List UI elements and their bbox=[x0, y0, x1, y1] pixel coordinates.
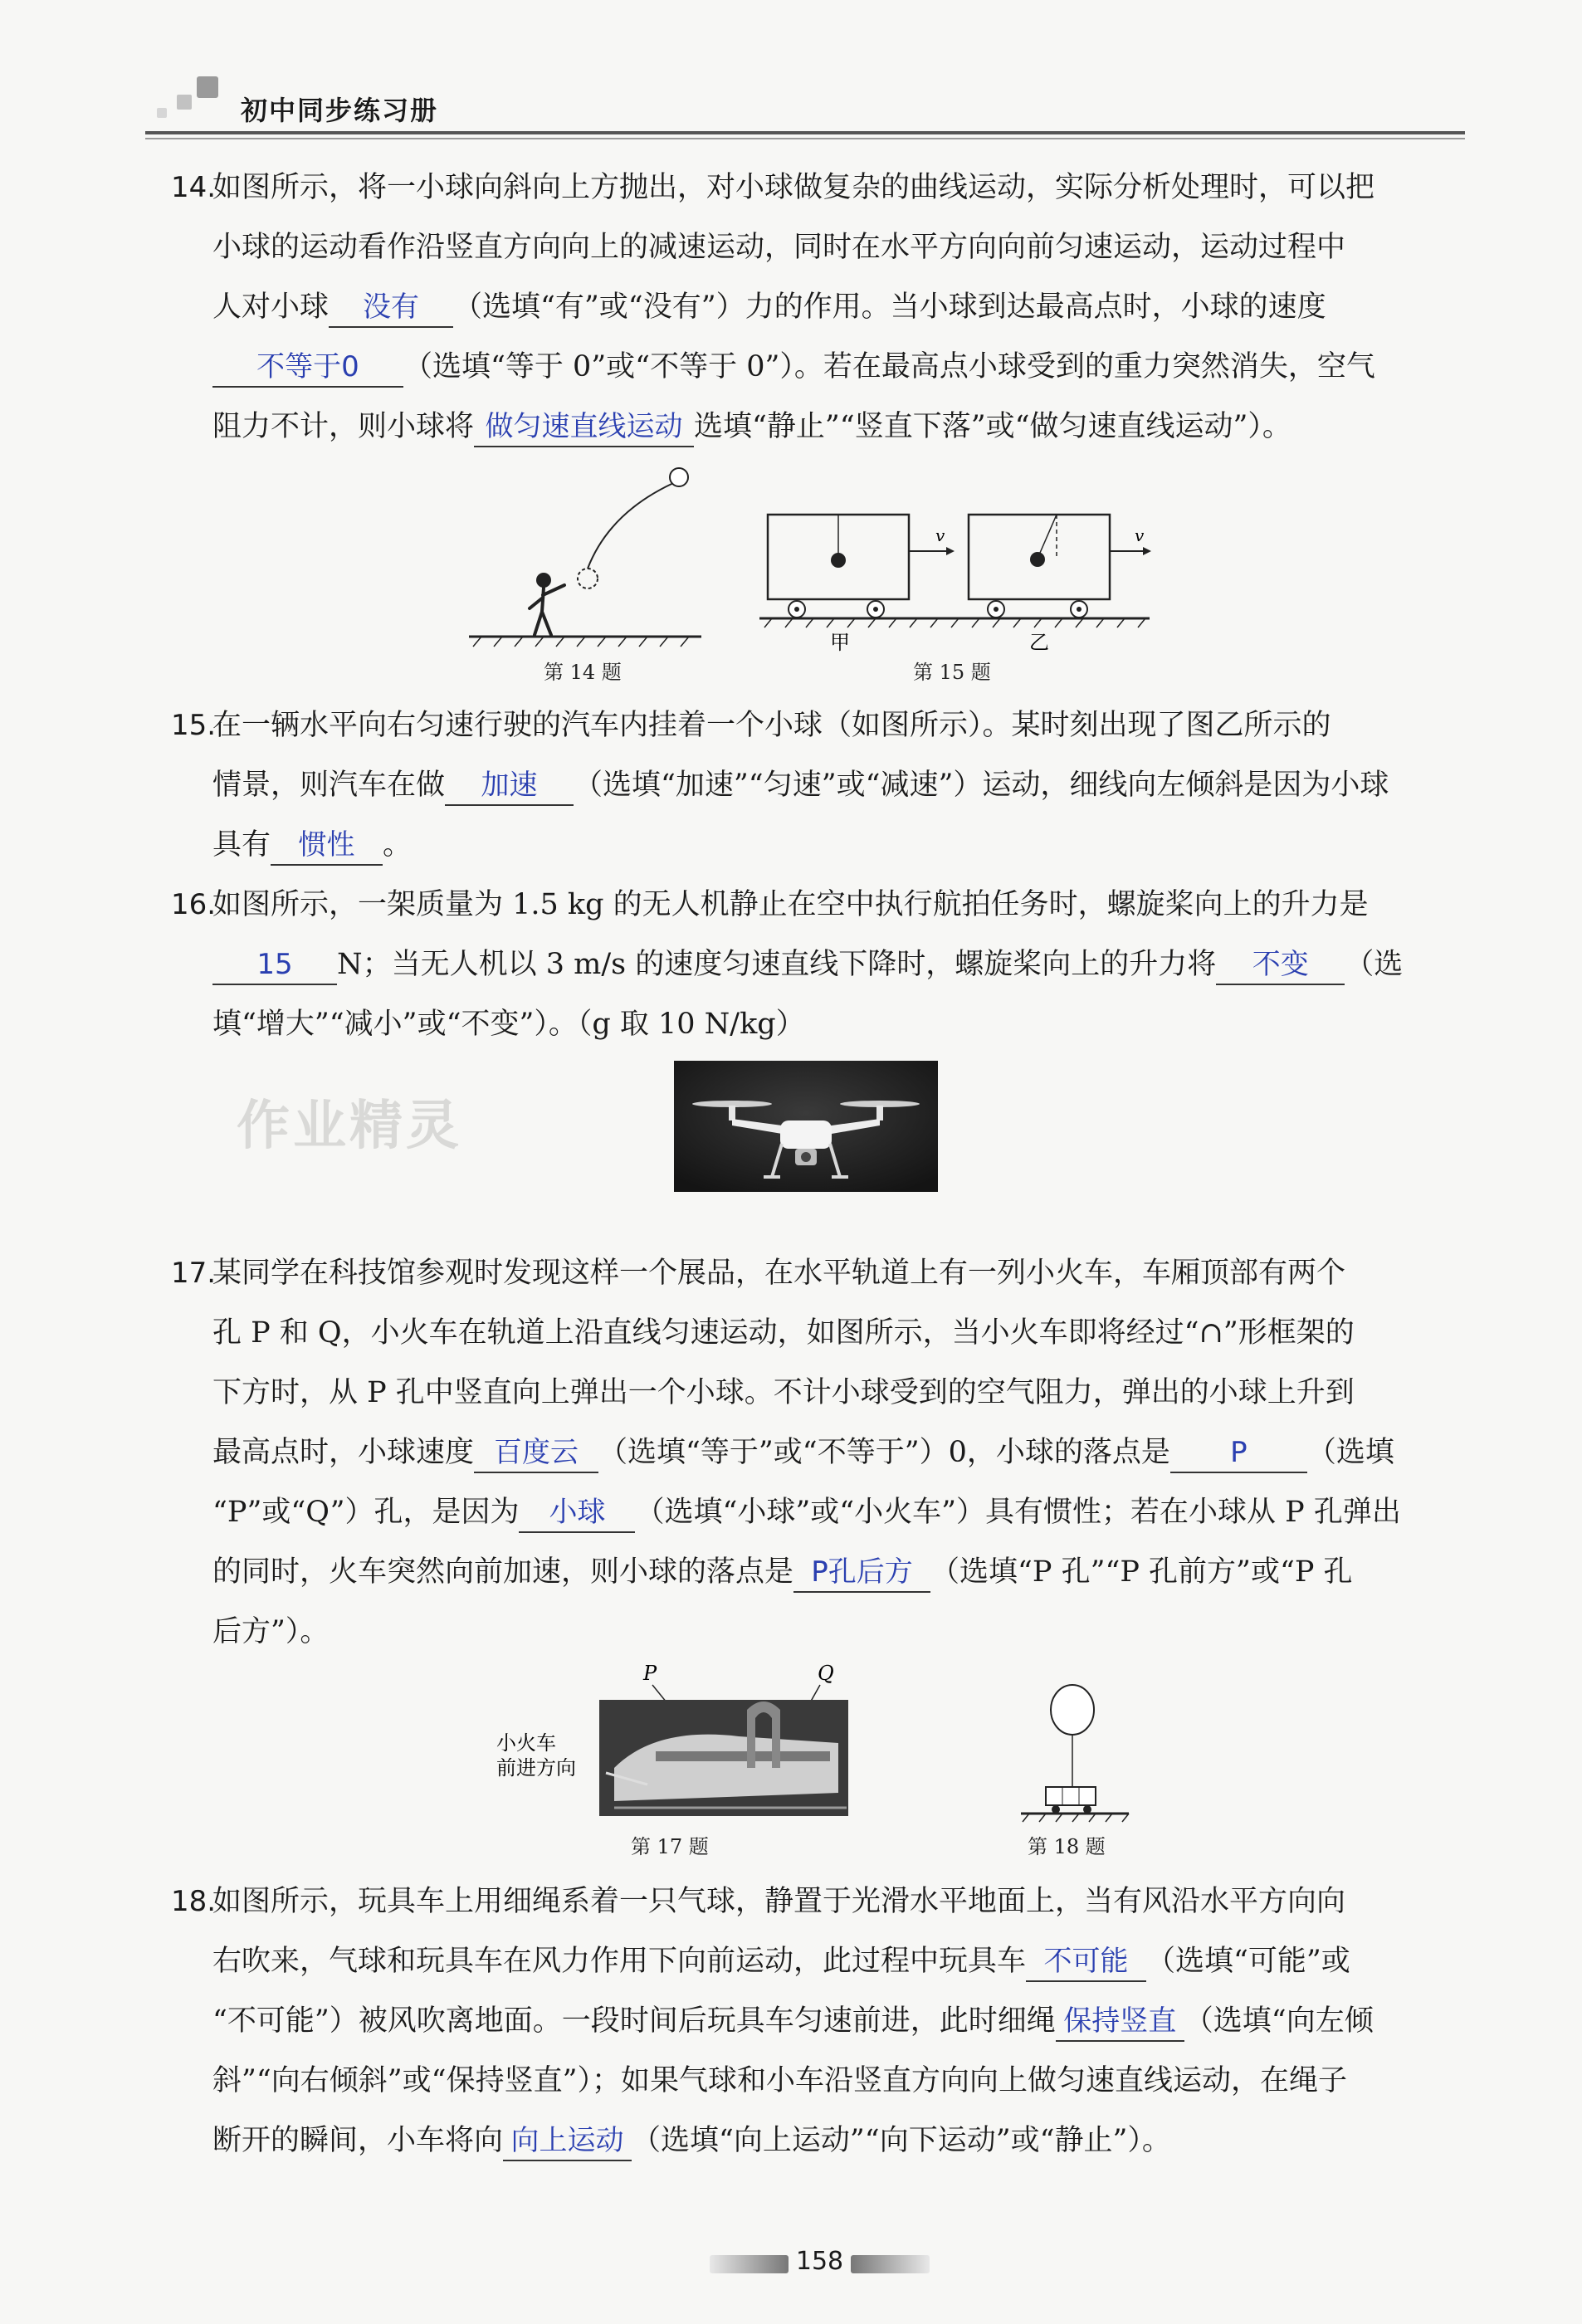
page-header bbox=[145, 66, 1465, 141]
question-18 bbox=[171, 1872, 1474, 2170]
question-text: “不可能”）被风吹离地面。一段时间后玩具车匀速前进，此时细绳 保持竖直 （选填“向左倾 bbox=[212, 1991, 1474, 2051]
question-number: 15. bbox=[171, 709, 217, 742]
answer-blank: 保持竖直 bbox=[1056, 2002, 1184, 2042]
figure-15-carts bbox=[759, 506, 1158, 656]
question-text: 不等于0 （选填“等于 0”或“不等于 0”）。若在最高点小球受到的重力突然消失，空气 bbox=[212, 337, 1474, 397]
answer-blank: 加速 bbox=[445, 766, 574, 806]
answer-blank: 惯性 bbox=[271, 826, 383, 866]
question-number: 17. bbox=[171, 1257, 217, 1290]
velocity-label: v bbox=[935, 525, 945, 545]
question-text: 某同学在科技馆参观时发现这样一个展品，在水平轨道上有一列小火车，车厢顶部有两个 bbox=[212, 1257, 1346, 1290]
header-decoration bbox=[197, 76, 218, 98]
question-text: 断开的瞬间，小车将向 向上运动 （选填“向上运动”“向下运动”或“静止”）。 bbox=[212, 2111, 1474, 2170]
answer-blank: 小球 bbox=[519, 1493, 635, 1533]
velocity-label: v bbox=[1135, 525, 1145, 545]
question-text: 情景，则汽车在做 加速 （选填“加速”“匀速”或“减速”）运动，细线向左倾斜是因为小球 bbox=[212, 755, 1474, 815]
question-text: 下方时，从 P 孔中竖直向上弹出一个小球。不计小球受到的空气阻力，弹出的小球上升到 bbox=[212, 1376, 1355, 1409]
question-text: 后方”）。 bbox=[212, 1615, 330, 1648]
page-number: 158 bbox=[795, 2247, 844, 2276]
footer-decoration bbox=[851, 2255, 930, 2273]
question-15 bbox=[171, 696, 1474, 875]
watermark: 作业精灵 bbox=[237, 1096, 462, 1157]
figure-17-train bbox=[490, 1660, 855, 1826]
question-text: 具有 惯性 。 bbox=[212, 815, 1474, 875]
header-decoration bbox=[177, 95, 192, 110]
question-text: 在一辆水平向右匀速行驶的汽车内挂着一个小球（如图所示）。某时刻出现了图乙所示的 bbox=[212, 709, 1331, 742]
figure-caption: 第 14 题 bbox=[544, 661, 622, 684]
figure-caption: 第 17 题 bbox=[631, 1835, 709, 1858]
header-rule bbox=[145, 131, 1465, 134]
header-rule bbox=[145, 138, 1465, 139]
footer-decoration bbox=[710, 2255, 789, 2273]
direction-label: 小火车 bbox=[496, 1731, 556, 1755]
question-text: 如图所示，将一小球向斜向上方抛出，对小球做复杂的曲线运动，实际分析处理时，可以把 bbox=[212, 171, 1375, 204]
figure-14-thrower bbox=[465, 461, 714, 652]
question-17 bbox=[171, 1243, 1474, 1662]
question-text: 的同时，火车突然向前加速，则小球的落点是 P孔后方 （选填“P 孔”“P 孔前方”或“P 孔 bbox=[212, 1542, 1474, 1602]
question-text: 小球的运动看作沿竖直方向向上的减速运动，同时在水平方向向前匀速运动，运动过程中 bbox=[212, 231, 1346, 264]
question-text: 右吹来，气球和玩具车在风力作用下向前运动，此过程中玩具车 不可能 （选填“可能”或 bbox=[212, 1931, 1474, 1991]
answer-blank: P bbox=[1170, 1433, 1307, 1473]
book-title: 初中同步练习册 bbox=[241, 95, 439, 126]
answer-blank: 向上运动 bbox=[503, 2121, 632, 2161]
drone-photo bbox=[674, 1061, 938, 1192]
question-text: 斜”“向右倾斜”或“保持竖直”）；如果气球和小车沿竖直方向向上做匀速直线运动，在绳子 bbox=[212, 2064, 1347, 2097]
figure-caption: 第 18 题 bbox=[1028, 1835, 1106, 1858]
cart-label-yi: 乙 bbox=[1029, 631, 1049, 654]
answer-blank: 做匀速直线运动 bbox=[474, 408, 694, 447]
answer-blank: 不变 bbox=[1216, 945, 1345, 985]
question-text: 人对小球 没有 （选填“有”或“没有”）力的作用。当小球到达最高点时，小球的速度 bbox=[212, 277, 1474, 337]
question-16 bbox=[171, 875, 1474, 1054]
direction-label: 前进方向 bbox=[496, 1756, 576, 1780]
answer-blank: 15 bbox=[212, 945, 337, 985]
question-number: 18. bbox=[171, 1885, 217, 1918]
question-text: 孔 P 和 Q，小火车在轨道上沿直线匀速运动，如图所示，当小火车即将经过“∩”形框架的 bbox=[212, 1316, 1355, 1350]
question-text: 15 N；当无人机以 3 m/s 的速度匀速直线下降时，螺旋桨向上的升力将 不变 （选 bbox=[212, 935, 1474, 994]
figure-18-balloon-cart bbox=[1013, 1681, 1145, 1830]
answer-blank: 不可能 bbox=[1026, 1942, 1146, 1982]
question-text: 填“增大”“减小”或“不变”）。（g 取 10 N/kg） bbox=[212, 1008, 805, 1041]
question-text: 如图所示，一架质量为 1.5 kg 的无人机静止在空中执行航拍任务时，螺旋桨向上的升力是 bbox=[212, 888, 1369, 921]
cart-label-jia: 甲 bbox=[830, 631, 850, 654]
question-text: 阻力不计，则小球将 做匀速直线运动 选填“静止”“竖直下落”或“做匀速直线运动”）。 bbox=[212, 397, 1474, 456]
hole-label-p: P bbox=[643, 1662, 657, 1685]
page-footer bbox=[0, 2237, 1582, 2287]
question-number: 16. bbox=[171, 888, 217, 921]
answer-blank: P孔后方 bbox=[793, 1553, 930, 1593]
hole-label-q: Q bbox=[818, 1662, 834, 1685]
header-decoration bbox=[157, 108, 167, 118]
answer-blank: 没有 bbox=[329, 288, 453, 328]
question-text: 最高点时，小球速度 百度云 （选填“等于”或“不等于”）0，小球的落点是 P （选填 bbox=[212, 1423, 1474, 1482]
answer-blank: 百度云 bbox=[474, 1433, 598, 1473]
figure-caption: 第 15 题 bbox=[913, 661, 991, 684]
question-14 bbox=[171, 158, 1474, 456]
question-text: 如图所示，玩具车上用细绳系着一只气球，静置于光滑水平地面上，当有风沿水平方向向 bbox=[212, 1885, 1346, 1918]
answer-blank: 不等于0 bbox=[212, 348, 403, 388]
question-number: 14. bbox=[171, 171, 217, 204]
question-text: “P”或“Q”）孔，是因为 小球 （选填“小球”或“小火车”）具有惯性；若在小球从 P 孔弹出 bbox=[212, 1482, 1474, 1542]
